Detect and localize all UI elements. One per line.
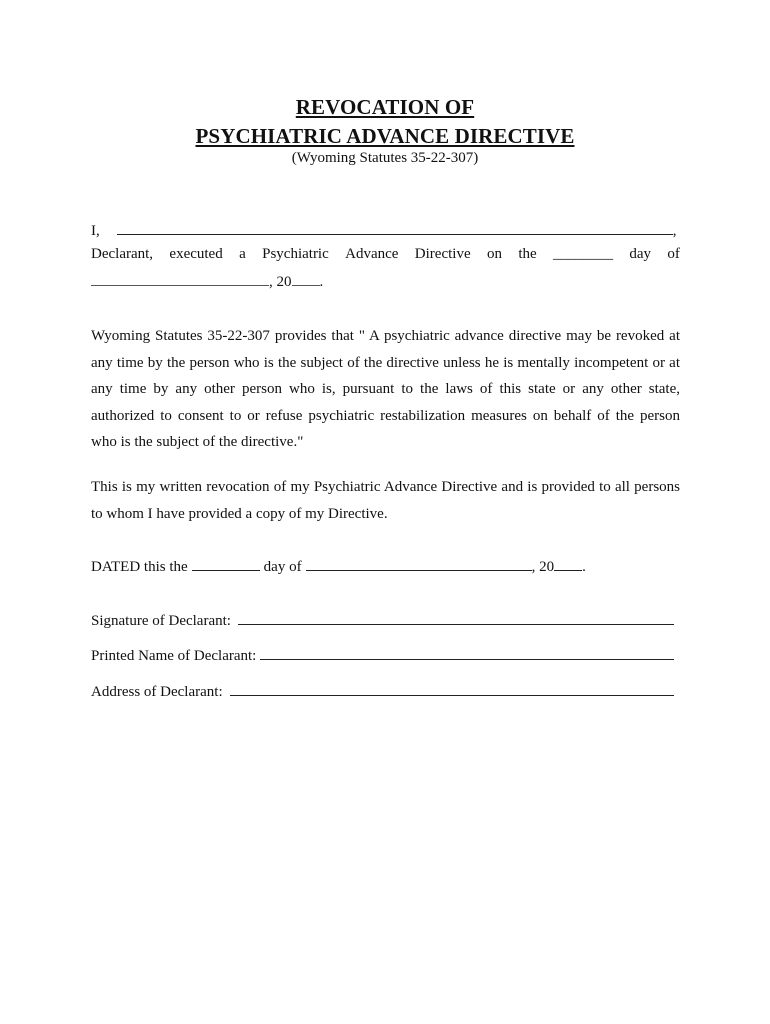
declarant-name-field[interactable] [117, 222, 673, 235]
revocation-paragraph [91, 474, 680, 527]
dated-month-field[interactable] [306, 558, 532, 571]
title-line-1: REVOCATION OF [295, 95, 475, 119]
statute-paragraph [91, 323, 680, 456]
title-line-2: PSYCHIATRIC ADVANCE DIRECTIVE [195, 124, 575, 148]
signature-row [91, 612, 674, 630]
statute-line-1: Wyoming Statutes 35-22-307 provides that " A psychiatric advance directive may be revoked at [91, 328, 680, 344]
word-7: on [486, 246, 502, 262]
printed-name-row [91, 647, 674, 665]
signature-field[interactable] [238, 612, 674, 625]
word-11: of [667, 246, 680, 262]
statute-line-5: who is the subject of the directive." [91, 434, 304, 450]
printed-name-label: Printed Name of Declarant: [91, 648, 257, 664]
word-6: Directive [414, 246, 471, 262]
subtitle: (Wyoming Statutes 35-22-307) [291, 150, 479, 166]
i-label: I, [91, 223, 100, 239]
executed-row [91, 246, 680, 263]
execution-year-field[interactable] [292, 273, 320, 286]
revocation-line-2: to whom I have provided a copy of my Directive. [91, 505, 388, 522]
address-label: Address of Declarant: [91, 684, 223, 700]
execution-year-prefix: , 20 [269, 274, 292, 290]
dated-row [91, 558, 680, 576]
dated-end: . [582, 559, 586, 575]
execution-date-row [91, 273, 680, 291]
address-field[interactable] [230, 683, 674, 696]
statute-line-3: any time by any other person who is, pursuant to the laws of this state or any other state, [91, 381, 680, 397]
word-5: Advance [345, 246, 399, 262]
word-4: Psychiatric [262, 246, 329, 262]
dated-year-field[interactable] [554, 558, 582, 571]
declarant-name-row [91, 222, 680, 240]
dated-prefix: DATED this the [91, 559, 188, 575]
dated-mid: day of [263, 559, 302, 575]
revocation-line-1: This is my written revocation of my Psychiatric Advance Directive and is provided to all persons [91, 479, 680, 495]
execution-day-field[interactable]: ________ [553, 246, 614, 262]
word-2: executed [169, 246, 223, 262]
statute-line-2: any time by the person who is the subject of the directive unless he is mentally incompetent or at [91, 354, 680, 371]
word-1: Declarant, [91, 246, 154, 262]
signature-label: Signature of Declarant: [91, 613, 231, 629]
execution-year-suffix: . [319, 274, 324, 290]
dated-year-prefix: , 20 [531, 559, 555, 575]
declarant-name-comma: , [672, 223, 677, 239]
printed-name-field[interactable] [260, 647, 674, 660]
word-3: a [239, 246, 246, 262]
word-8: the [518, 246, 537, 262]
address-row [91, 683, 674, 701]
statute-line-4: authorized to consent to or refuse psychiatric restabilization measures on behalf of the person [91, 407, 680, 424]
dated-day-field[interactable] [192, 558, 260, 571]
execution-month-field[interactable] [91, 273, 269, 286]
word-10: day [629, 246, 652, 262]
